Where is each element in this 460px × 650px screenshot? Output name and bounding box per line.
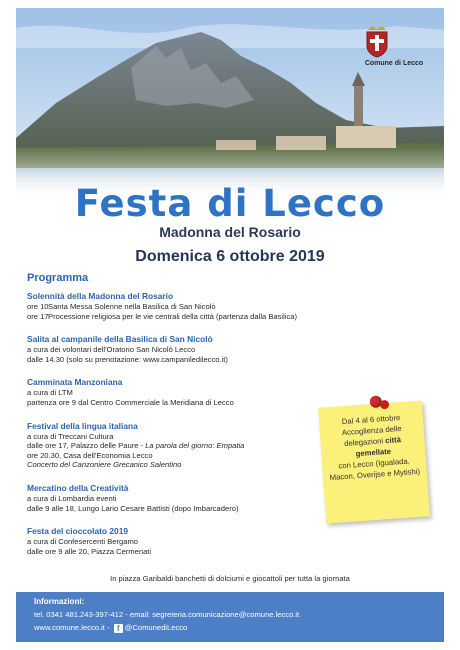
note-line: con Lecco (Igualada, xyxy=(338,456,411,471)
program-section xyxy=(27,421,327,470)
line-time: ore 17 xyxy=(27,311,49,321)
section-line xyxy=(27,312,327,322)
city-coat-of-arms xyxy=(362,24,426,67)
section-title: Camminata Manzoniana xyxy=(27,377,123,388)
piazza-garibaldi-note: In piazza Garibaldi banchetti di dolciumi e giocattoli per tutta la giornata xyxy=(110,574,350,583)
section-line: ore 20.30, Casa dell'Economia Lecco xyxy=(27,450,153,460)
line-text: dalle ore 17, Palazzo delle Paure - xyxy=(27,441,146,451)
program-section xyxy=(27,483,327,513)
note-text: delegazioni xyxy=(343,436,386,449)
event-title: Festa di Lecco xyxy=(74,182,386,225)
twin-cities-note xyxy=(325,411,421,483)
program-section xyxy=(27,377,327,407)
line-text: Santa Messa Solenne nella Basilica di San Nicolò xyxy=(48,302,216,311)
section-title: Festival della lingua italiana xyxy=(27,420,138,431)
facebook-handle[interactable]: @ComunediLecco xyxy=(124,623,188,632)
note-line: Dal 4 al 6 ottobre xyxy=(341,413,401,427)
lecco-landscape-photo xyxy=(16,8,444,200)
section-line: partenza ore 9 dal Centro Commerciale la Meridiana di Lecco xyxy=(27,397,234,407)
section-line: Concerto del Canzoniere Grecanico Salentino xyxy=(27,460,182,470)
section-title: Mercatino della Creatività xyxy=(27,482,129,493)
line-text: Processione religiosa per le vie centrali della città (partenza dalla Basilica) xyxy=(48,311,298,321)
section-line: a cura di LTM xyxy=(27,388,73,398)
event-subtitle: Madonna del Rosario xyxy=(159,224,301,240)
web-line xyxy=(34,623,187,633)
section-line: a cura dei volontari dell'Oratorio San Nicolò Lecco xyxy=(27,345,196,355)
note-line: Accoglienza delle xyxy=(341,424,402,438)
section-line: dalle 14.30 (solo su prenotazione: www.campaniledilecco.it) xyxy=(27,354,228,364)
line-italic-text: La parola del giorno: Empatia xyxy=(145,441,245,451)
section-line: dalle 9 alle 18, Lungo Lario Cesare Battisti (dopo Imbarcadero) xyxy=(27,503,239,513)
info-bar xyxy=(16,592,444,642)
note-line: Macon, Overijse e Mytishi) xyxy=(329,466,421,483)
event-poster xyxy=(16,8,444,642)
pushpin-icon xyxy=(380,400,390,410)
municipality-name: Comune di Lecco xyxy=(364,60,424,67)
section-title: Solennità della Madonna del Rosario xyxy=(27,291,174,301)
section-line: dalle ore 9 alle 20, Piazza Cermenati xyxy=(27,546,152,556)
section-line: a cura di Confesercenti Bergamo xyxy=(27,537,139,547)
program-list xyxy=(27,272,327,569)
email-address[interactable]: - email: segreteria.comunicazione@comune.lecco.it xyxy=(125,610,300,619)
coat-of-arms-icon xyxy=(362,24,392,58)
section-title: Festa del cioccolato 2019 xyxy=(27,526,129,537)
program-section xyxy=(27,291,327,321)
section-line: a cura di Lombardia eventi xyxy=(27,493,117,503)
section-title: Salita al campanile della Basilica di San Nicolò xyxy=(27,334,213,345)
contact-line xyxy=(34,610,299,619)
note-bold-text: città gemellate xyxy=(355,435,402,459)
sticky-note xyxy=(318,401,430,524)
info-title: Informazioni: xyxy=(34,597,85,606)
program-heading: Programma xyxy=(27,272,89,284)
section-line: a cura di Treccani Cultura xyxy=(27,431,114,441)
facebook-icon: f xyxy=(114,624,123,633)
line-time: ore 10 xyxy=(27,302,49,311)
section-line xyxy=(27,302,327,312)
phone-number: tel. 0341 481.243-397-412 xyxy=(34,610,124,619)
program-section xyxy=(27,526,327,556)
event-date: Domenica 6 ottobre 2019 xyxy=(135,248,325,265)
program-section xyxy=(27,334,327,364)
website-link[interactable]: www.comune.lecco.it - xyxy=(34,623,110,632)
section-line xyxy=(27,441,327,451)
